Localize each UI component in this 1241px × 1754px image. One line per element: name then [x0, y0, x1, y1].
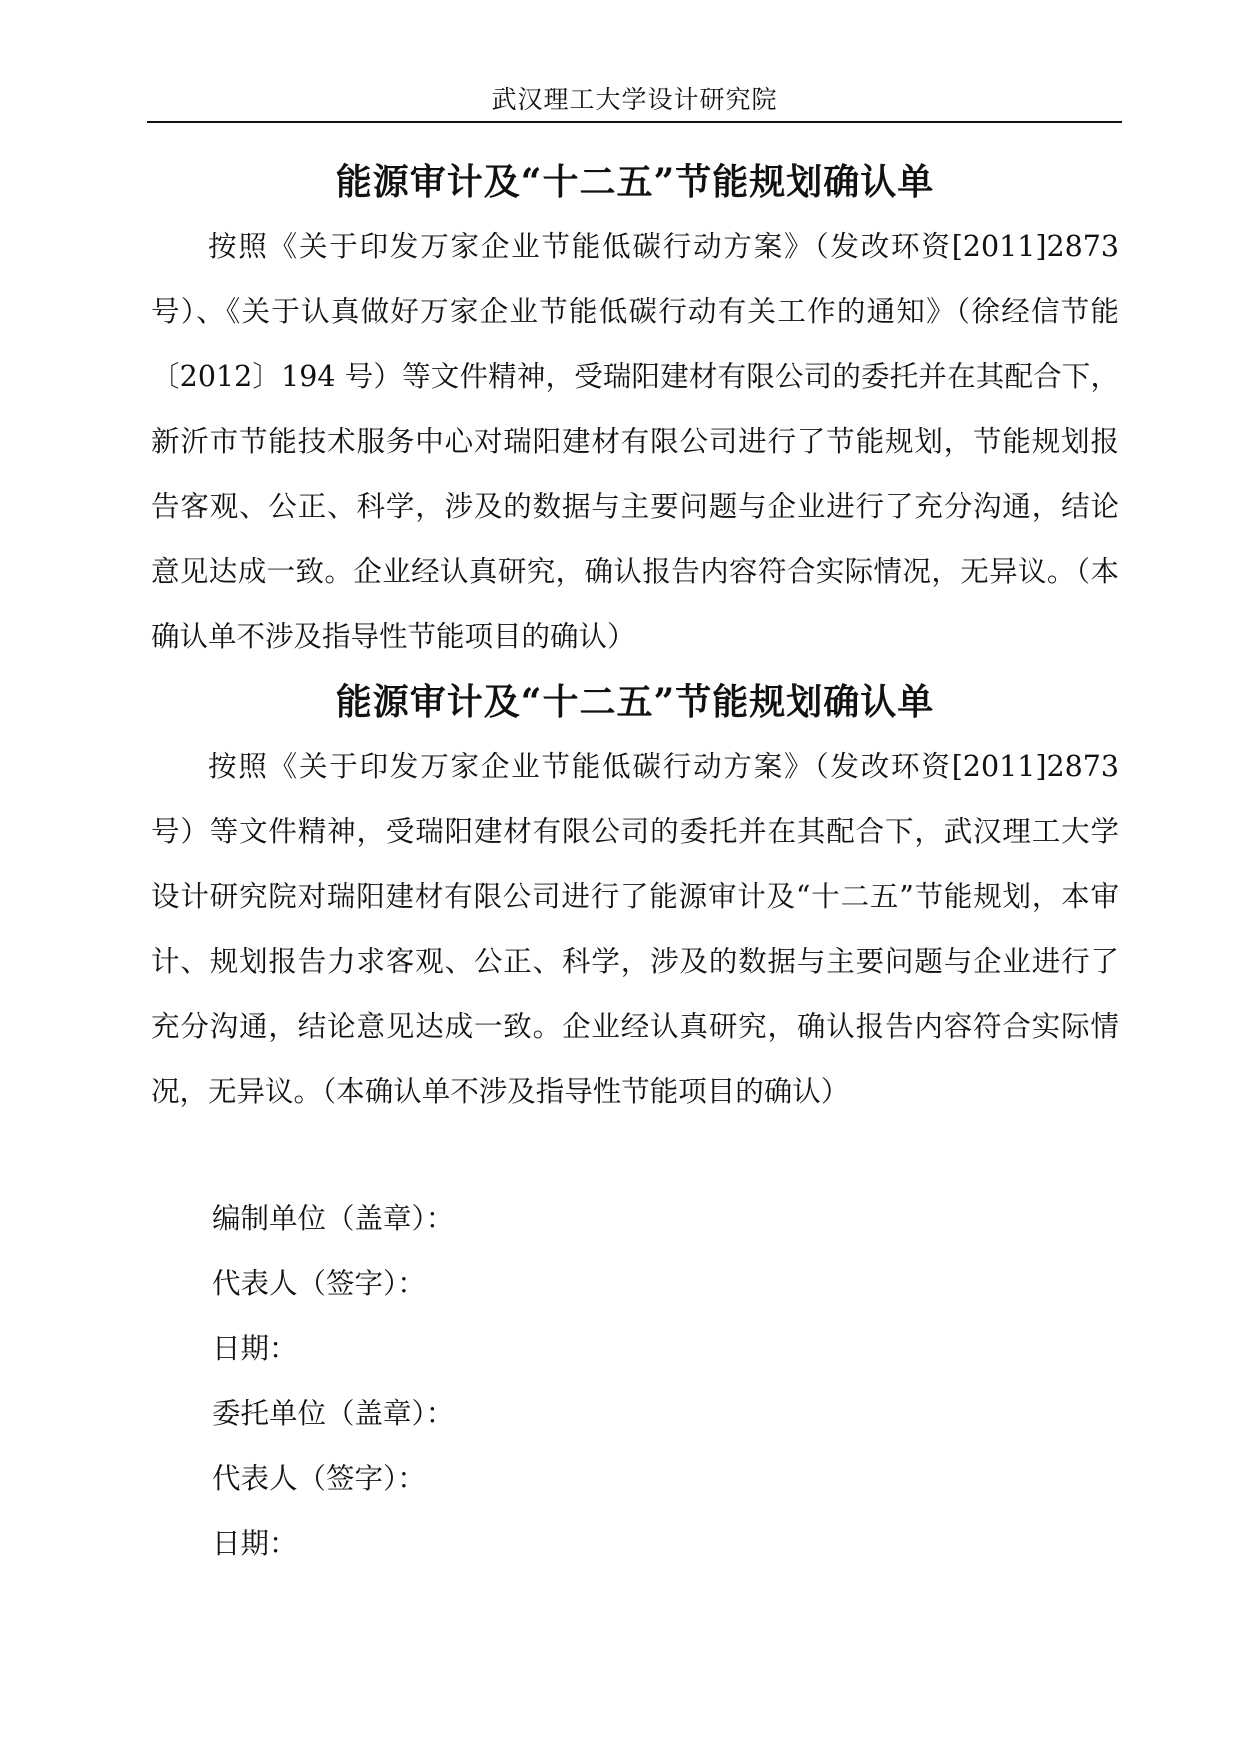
section-paragraph: 按照《关于印发万家企业节能低碳行动方案》（发改环资[2011]2873 号）等文件精神，受瑞阳建材有限公司的委托并在其配合下，武汉理工大学设计研究院对瑞阳建材有限公司进行了能源审计及“十二五”节能规划，本审计、规划报告力求客观、公正、科学，涉及的数据与主要问题与企业进行了充分沟通，结论意见达成一致。企业经认真研究，确认报告内容符合实际情况，无异议。（本确认单不涉及指导性节能项目的确认）: [151, 750, 1119, 1108]
section-title: 能源审计及“十二五”节能规划确认单: [335, 161, 935, 203]
page-header: 武汉理工大学设计研究院: [491, 85, 778, 114]
confirmation-section-2: [151, 672, 1119, 1124]
confirmation-section-1: [151, 152, 1119, 669]
client-representative-signature-label: 代表人（签字）：: [212, 1462, 426, 1495]
header-divider: [147, 121, 1122, 123]
compiler-representative-signature-label: 代表人（签字）：: [212, 1267, 426, 1300]
client-unit-seal-label: 委托单位（盖章）：: [212, 1397, 455, 1430]
signature-block: [212, 1186, 912, 1576]
section-title: 能源审计及“十二五”节能规划确认单: [335, 681, 935, 723]
client-date-label: 日期：: [212, 1527, 298, 1560]
compiler-date-label: 日期：: [212, 1332, 298, 1365]
section-paragraph: 按照《关于印发万家企业节能低碳行动方案》（发改环资[2011]2873 号）、《关于认真做好万家企业节能低碳行动有关工作的通知》（徐经信节能〔2012〕194 号）等文件精神，受瑞阳建材有限公司的委托并在其配合下，新沂市节能技术服务中心对瑞阳建材有限公司进行了节能规划，节能规划报告客观、公正、科学，涉及的数据与主要问题与企业进行了充分沟通，结论意见达成一致。企业经认真研究，确认报告内容符合实际情况，无异议。（本确认单不涉及指导性节能项目的确认）: [151, 230, 1119, 653]
compiling-unit-seal-label: 编制单位（盖章）：: [212, 1202, 455, 1235]
